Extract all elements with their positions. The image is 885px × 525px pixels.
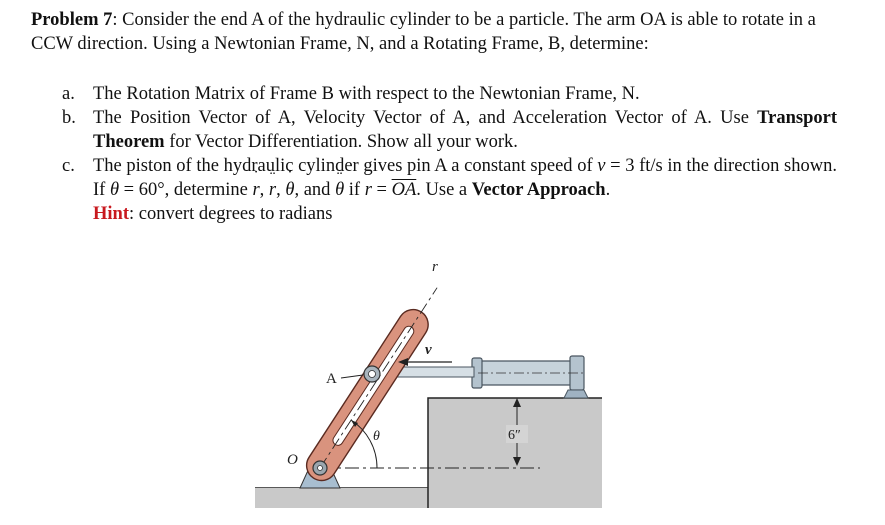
task-text-c-2: = 3 ft/s in the direction shown. If xyxy=(93,156,837,200)
task-text-b-1: The Position Vector of A, Velocity Vector of A, and Acceleration Vector of A. Use xyxy=(93,108,758,128)
task-marker-c: c. xyxy=(62,156,75,176)
task-text-c-4: , and xyxy=(294,180,336,200)
symbol-theta-dot: θ ˙ xyxy=(285,178,294,202)
task-text-a: The Rotation Matrix of Frame B with respect to the Newtonian Frame, N. xyxy=(93,84,640,104)
task-text-c-7: . Use a xyxy=(416,180,472,200)
pin-a-inner xyxy=(369,371,376,378)
symbol-oa: $\overline{OA}$ xyxy=(391,180,417,200)
symbol-theta-ddot: θ ¨ xyxy=(335,178,344,202)
symbol-r-dot: r ˙ xyxy=(252,178,259,202)
task-text-c-8: . xyxy=(605,180,611,200)
pivot-o-inner xyxy=(318,466,323,471)
vector-approach-text: Vector Approach xyxy=(471,180,606,200)
separator-2: , xyxy=(276,180,286,200)
symbol-theta: θ xyxy=(109,180,120,200)
problem-text: : Consider the end A of the hydraulic cylinder to be a particle. The arm OA is able to rotate in a CCW direction. Using a Newtonian Frame, N, and a Rotating Frame, B, determine: xyxy=(31,10,816,54)
separator-1: , xyxy=(259,180,269,200)
symbol-v: v xyxy=(597,156,606,176)
label-v: v xyxy=(425,342,432,358)
label-o: O xyxy=(287,452,298,468)
task-text-b-2: for Vector Differentiation. Show all your work. xyxy=(164,132,518,152)
task-text-c-1: The piston of the hydraulic cylinder gives pin A a constant speed of xyxy=(93,156,598,176)
task-text-c-5: if xyxy=(344,180,365,200)
label-theta: θ xyxy=(373,429,380,444)
symbol-r-ddot: r ¨ xyxy=(269,178,276,202)
task-marker-a: a. xyxy=(62,84,75,104)
symbol-r: r xyxy=(364,180,372,200)
task-marker-b: b. xyxy=(62,108,76,128)
label-r: r xyxy=(432,259,438,275)
platform xyxy=(428,398,602,508)
task-text-c-6: = xyxy=(371,180,392,200)
hint-label: Hint xyxy=(93,204,129,224)
cylinder-mount xyxy=(564,390,588,398)
label-dimension: 6″ xyxy=(508,428,521,443)
a-leader-line xyxy=(341,375,363,378)
label-a: A xyxy=(326,371,337,387)
hint-text: : convert degrees to radians xyxy=(128,204,333,224)
ground-shading xyxy=(255,488,430,508)
task-text-c-3: = 60°, determine xyxy=(119,180,253,200)
transport-theorem-text: Transport Theorem xyxy=(93,108,837,152)
problem-label: Problem 7 xyxy=(31,10,113,30)
